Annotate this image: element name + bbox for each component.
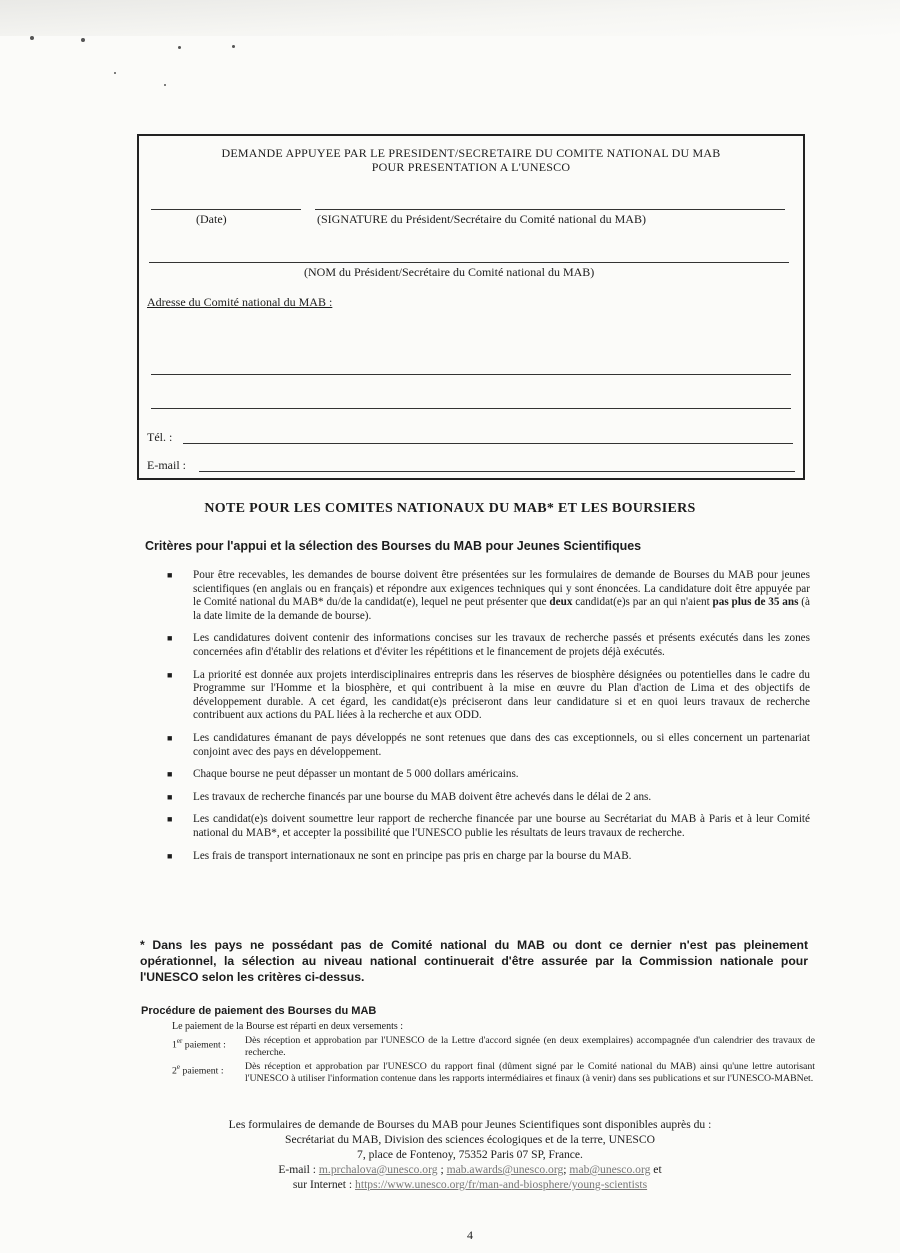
list-item: ■ Pour être recevables, les demandes de bourse doivent être présentées sur les formulaires de demande de Bourses du MAB pour jeunes scientifiques (en anglais ou en français) et répondre aux exigences techniques qui y sont énoncées. La candidature doit être appuyée par le Comité national du MAB* du/de la candidat(e), lequel ne peut présenter que deux candidat(e)s par an qui n'aient pas plus de 35 ans (à la date limite de la demande de bourse).: [167, 569, 811, 622]
email-link-mab[interactable]: mab@unesco.org: [569, 1163, 651, 1176]
name-line: [149, 262, 789, 263]
second-payment-text: Dès réception et approbation par l'UNESCO du rapport final (dûment signé par le Comité national du MAB) ainsi qu'une lettre autorisant l'UNESCO à utiliser l'information contenue dans les rapports intermédiaires et finaux (à venir) dans ses publications et sur l'UNESCO-MABNet.: [245, 1061, 815, 1084]
scan-speck: [30, 36, 34, 40]
list-item: ■ Chaque bourse ne peut dépasser un montant de 5 000 dollars américains.: [167, 768, 519, 781]
scan-speck: [114, 72, 116, 74]
date-line: [151, 209, 301, 210]
footer-line1: Les formulaires de demande de Bourses du MAB pour Jeunes Scientifiques sont disponibles auprès du :: [228, 1118, 712, 1131]
scan-speck: [164, 84, 166, 86]
scan-speck: [232, 45, 235, 48]
bullet-square-icon: ■: [167, 814, 173, 825]
name-label: (NOM du Président/Secrétaire du Comité national du MAB): [304, 265, 595, 279]
first-payment-label: 1er paiement :: [172, 1037, 226, 1051]
bullet-square-icon: ■: [167, 769, 173, 780]
signature-line: [315, 209, 785, 210]
scan-speck: [178, 46, 181, 49]
address-line-1: [151, 374, 791, 375]
bullet-square-icon: ■: [167, 669, 173, 680]
contact-footer: [150, 1117, 790, 1192]
bullet-square-icon: ■: [167, 791, 173, 802]
footnote-warning: * Dans les pays ne possédant pas de Comité national du MAB ou dont ce dernier n'est pas pleinement opérationnel, la sélection au niveau national continuerait d'être assurée par la Commission nationale pour l'UNESCO selon les critères ci-dessus.: [140, 938, 808, 984]
footer-line3: 7, place de Fontenoy, 75352 Paris 07 SP, France.: [357, 1148, 583, 1161]
footer-email-line: E-mail : m.prchalova@unesco.org ; mab.awards@unesco.org; mab@unesco.org et: [278, 1163, 662, 1176]
list-item: ■ Les candidatures émanant de pays développés ne sont retenues que dans des cas exceptionnels, ou si elles concernent un partenariat conjoint avec des pays en développement.: [167, 731, 810, 758]
procedure-intro: Le paiement de la Bourse est réparti en deux versements :: [172, 1021, 404, 1032]
criteria-heading: Critères pour l'appui et la sélection des Bourses du MAB pour Jeunes Scientifiques: [145, 539, 642, 553]
website-link[interactable]: https://www.unesco.org/fr/man-and-biosphere/young-scientists: [355, 1178, 648, 1191]
bullet-square-icon: ■: [167, 633, 173, 644]
criteria-list: [165, 569, 810, 872]
address-line-2: [151, 408, 791, 409]
list-item: ■ La priorité est donnée aux projets interdisciplinaires entrepris dans les réserves de biosphère désignées ou potentielles dans le cadre du Programme sur l'Homme et la biosphère, et qui contribuent à la mise en œuvre du Plan d'action de Lima et des objectifs de développement durable. A cet égard, les candidat(e)s préciseront dans leur candidature si et en quoi leurs travaux de recherche contribuent aux actions du PAL liées à la recherche et aux ODD.: [167, 668, 810, 722]
email-link-mab-awards[interactable]: mab.awards@unesco.org: [446, 1163, 564, 1176]
email-link-prchalova[interactable]: m.prchalova@unesco.org: [318, 1163, 438, 1176]
tel-line: [183, 443, 793, 444]
bullet-square-icon: ■: [167, 850, 173, 861]
scan-top-edge: [0, 0, 900, 36]
footer-line2: Secrétariat du MAB, Division des sciences écologiques et de la terre, UNESCO: [285, 1133, 655, 1146]
procedure-heading: Procédure de paiement des Bourses du MAB: [141, 1005, 377, 1017]
scan-speck: [81, 38, 85, 42]
date-label: (Date): [196, 212, 227, 226]
list-item: ■ Les candidatures doivent contenir des informations concises sur les travaux de recherche passés et présents exécutés dans les zones concernées afin d'établir des relations et d'éviter les répétitions et le financement de projets déjà exécutés.: [167, 632, 810, 658]
signature-label: (SIGNATURE du Président/Secrétaire du Comité national du MAB): [317, 212, 646, 226]
bullet-square-icon: ■: [167, 570, 173, 580]
box-header: [139, 146, 803, 174]
footer-internet-line: sur Internet : https://www.unesco.org/fr/man-and-biosphere/young-scientists: [292, 1178, 648, 1191]
first-payment-text: Dès réception et approbation par l'UNESCO de la Lettre d'accord signée (en deux exemplaires) accompagnée d'un calendrier des travaux de recherche.: [245, 1035, 815, 1058]
address-label: Adresse du Comité national du MAB :: [147, 295, 333, 309]
page-number: 4: [467, 1228, 473, 1242]
list-item: ■ Les travaux de recherche financés par une bourse du MAB doivent être achevés dans le délai de 2 ans.: [167, 790, 652, 803]
bullet-square-icon: ■: [167, 732, 173, 743]
box-header-line2: POUR PRESENTATION A L'UNESCO: [371, 160, 571, 174]
box-header-line1: DEMANDE APPUYEE PAR LE PRESIDENT/SECRETAIRE DU COMITE NATIONAL DU MAB: [221, 146, 721, 160]
email-label: E-mail :: [147, 458, 186, 472]
tel-label: Tél. :: [147, 430, 173, 444]
email-line: [199, 471, 795, 472]
request-box: [137, 134, 805, 480]
list-item: ■ Les frais de transport internationaux ne sont en principe pas pris en charge par la bourse du MAB.: [167, 849, 632, 862]
list-item: ■ Les candidat(e)s doivent soumettre leur rapport de recherche financée par une bourse au Secrétariat du MAB à Paris et à leur Comité national du MAB*, et accepter la possibilité que l'UNESCO publie les résultats de leurs travaux de recherche.: [167, 813, 810, 839]
first-payment: [172, 1035, 817, 1059]
note-title: NOTE POUR LES COMITES NATIONAUX DU MAB* ET LES BOURSIERS: [204, 501, 696, 516]
second-payment: [172, 1061, 817, 1097]
second-payment-label: 2e paiement :: [172, 1063, 224, 1077]
